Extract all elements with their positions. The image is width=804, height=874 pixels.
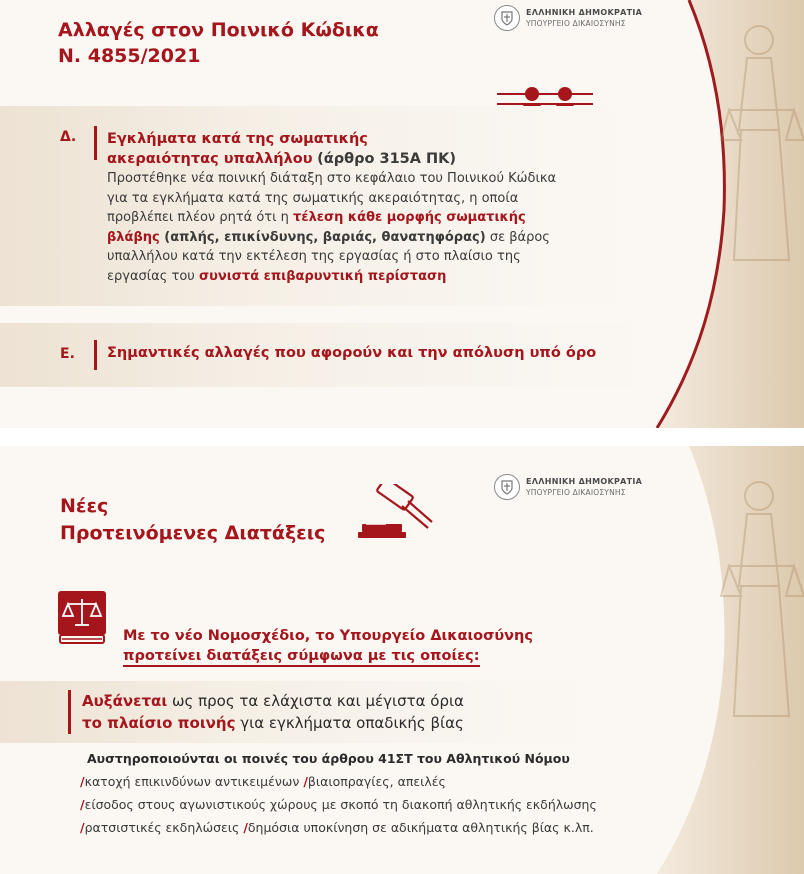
slash-marker: / bbox=[80, 797, 85, 812]
body-line: για τα εγκλήματα κατά της σωματικής ακεραιότητας, η οποία bbox=[107, 190, 519, 206]
slide-penal-code-changes bbox=[0, 0, 804, 428]
slide-new-proposed-provisions bbox=[0, 446, 804, 874]
section-d-body bbox=[107, 169, 647, 286]
section-d-divider bbox=[94, 126, 97, 160]
body-line: υπαλλήλου κατά την εκτέλεση της εργασίας ή στο πλαίσιο της bbox=[107, 249, 521, 264]
page-title bbox=[58, 17, 379, 69]
section-d bbox=[107, 129, 647, 286]
body-line bbox=[107, 228, 647, 248]
intro-text bbox=[123, 626, 533, 666]
logo-line-1: ΕΛΛΗΝΙΚΗ ΔΗΜΟΚΡΑΤΙΑ bbox=[526, 8, 643, 17]
section-d-heading-1: Εγκλήματα κατά της σωματικής bbox=[107, 131, 368, 147]
greek-coat-of-arms-icon bbox=[494, 474, 520, 500]
page-title bbox=[60, 493, 325, 547]
title-line-1: Αλλαγές στον Ποινικό Κώδικα bbox=[58, 19, 379, 41]
section-e-marker: Ε. bbox=[60, 346, 75, 362]
harsher-penalties-heading: Αυστηροποιούνται οι ποινές του άρθρου 41ΣΤ του Αθλητικού Νόμου bbox=[87, 751, 570, 766]
list-text: βιαιοπραγίες, απειλές bbox=[307, 774, 446, 789]
list-text: δημόσια υποκίνηση σε αδικήματα αθλητικής βίας κ.λπ. bbox=[247, 820, 594, 835]
gavel-icon bbox=[356, 484, 436, 542]
increase-divider bbox=[68, 690, 71, 734]
increase-body: για εγκλήματα οπαδικής βίας bbox=[235, 714, 464, 732]
section-d-heading-2: ακεραιότητας υπαλλήλου bbox=[107, 151, 313, 167]
section-d-marker: Δ. bbox=[60, 129, 77, 145]
body-line bbox=[107, 267, 647, 287]
list-item bbox=[80, 797, 597, 812]
lady-justice-decoration bbox=[629, 446, 804, 874]
section-d-article: (άρθρο 315Α ΠΚ) bbox=[317, 151, 457, 167]
body-bold: (απλής, επικίνδυνης, βαριάς, θανατηφόρας) bbox=[159, 229, 486, 245]
logo-line-2: ΥΠΟΥΡΓΕΙΟ ΔΙΚΑΙΟΣΥΝΗΣ bbox=[526, 19, 626, 28]
law-book-scales-icon bbox=[58, 591, 108, 645]
ministry-logo bbox=[494, 5, 642, 31]
logo-line-2: ΥΠΟΥΡΓΕΙΟ ΔΙΚΑΙΟΣΥΝΗΣ bbox=[526, 488, 626, 497]
increase-body: ως προς τα ελάχιστα και μέγιστα όρια bbox=[167, 692, 464, 710]
title-line-1: Νέες bbox=[60, 495, 109, 517]
body-line bbox=[107, 208, 647, 228]
body-text: εργασίας του bbox=[107, 268, 199, 284]
increase-highlight: το πλαίσιο ποινής bbox=[82, 714, 236, 732]
body-highlight: βλάβης bbox=[107, 229, 160, 245]
body-line: Προστέθηκε νέα ποινική διάταξη στο κεφάλαιο του Ποινικού Κώδικα bbox=[107, 171, 557, 186]
greek-coat-of-arms-icon bbox=[494, 5, 520, 31]
slash-marker: / bbox=[243, 820, 248, 835]
title-line-2: Ν. 4855/2021 bbox=[58, 45, 201, 67]
body-text: προβλέπει πλέον ρητά ότι η bbox=[107, 210, 294, 225]
body-highlight: τέλεση κάθε μορφής σωματικής bbox=[293, 210, 526, 225]
list-item bbox=[80, 774, 446, 789]
ministry-logo bbox=[494, 474, 642, 500]
list-text: κατοχή επικινδύνων αντικειμένων bbox=[84, 774, 304, 789]
slash-marker: / bbox=[80, 774, 85, 789]
slash-marker: / bbox=[303, 774, 308, 789]
title-line-2: Προτεινόμενες Διατάξεις bbox=[60, 522, 326, 544]
list-text: είσοδος στους αγωνιστικούς χώρους με σκοπό τη διακοπή αθλητικής εκδήλωσης bbox=[84, 797, 597, 812]
intro-line-2: προτείνει διατάξεις σύμφωνα με τις οποίες: bbox=[123, 648, 480, 667]
body-highlight: συνιστά επιβαρυντική περίσταση bbox=[198, 268, 447, 284]
list-text: ρατσιστικές εκδηλώσεις bbox=[84, 820, 244, 835]
logo-line-1: ΕΛΛΗΝΙΚΗ ΔΗΜΟΚΡΑΤΙΑ bbox=[526, 477, 643, 486]
section-e-divider bbox=[94, 340, 97, 370]
section-e-text: Σημαντικές αλλαγές που αφορούν και την απόλυση υπό όρο bbox=[107, 345, 597, 361]
slash-marker: / bbox=[80, 820, 85, 835]
increase-text bbox=[82, 690, 464, 734]
intro-line-1: Με το νέο Νομοσχέδιο, το Υπουργείο Δικαιοσύνης bbox=[123, 628, 533, 644]
increase-highlight: Αυξάνεται bbox=[82, 692, 168, 710]
list-item bbox=[80, 820, 594, 835]
body-text: σε βάρος bbox=[485, 229, 550, 245]
